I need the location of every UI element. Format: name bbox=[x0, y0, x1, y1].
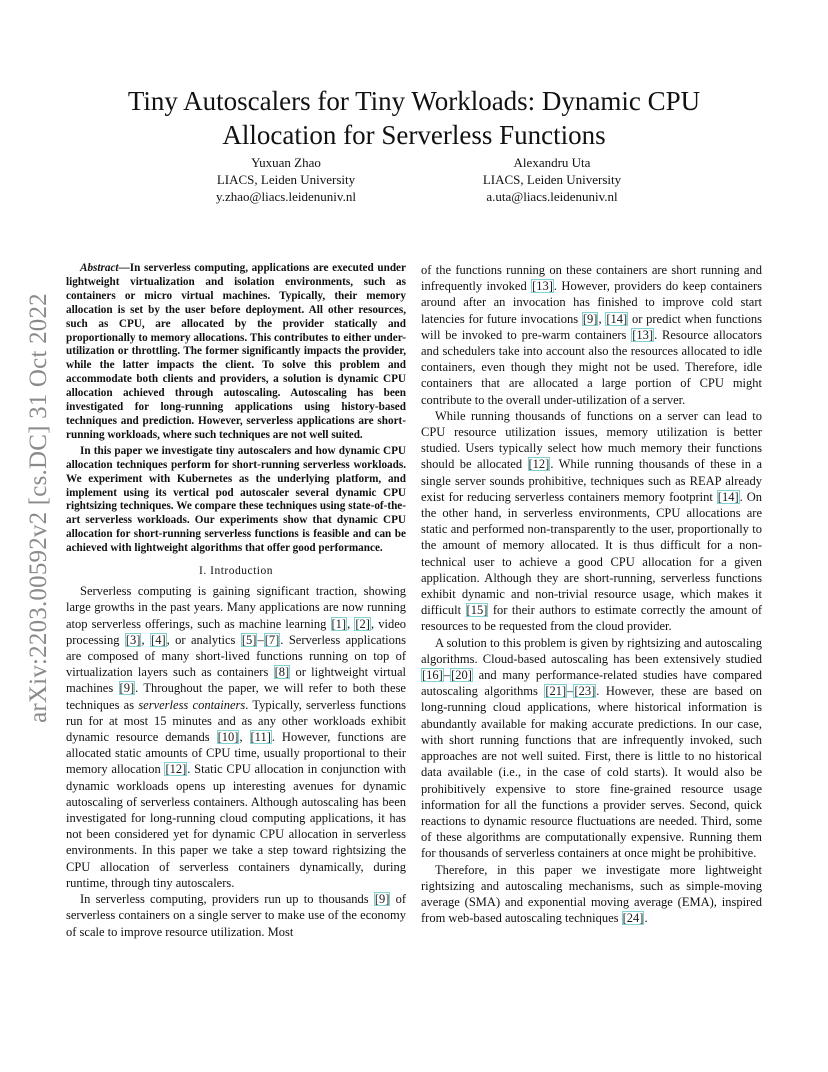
text-span: , or analytics bbox=[166, 632, 241, 647]
text-span: of serverless containers on a single server to make use of the economy of scale to improve resource utilization. Most bbox=[66, 892, 406, 939]
intro-paragraph-5 bbox=[421, 862, 762, 927]
citation-link[interactable]: [3] bbox=[125, 632, 141, 647]
citation-link[interactable]: [1] bbox=[331, 616, 347, 631]
abstract-label: Abstract bbox=[80, 262, 119, 274]
text-span: , video processing bbox=[66, 616, 407, 647]
text-span: . Resource allocators and schedulers take into account also the resources allocated to idle containers, even though they might not be used. Therefore, idle containers that are allocated a large portion of CPU might contribute to the overall under-utilization of a server. bbox=[421, 327, 762, 407]
text-span: , bbox=[141, 632, 151, 647]
citation-link[interactable]: [11] bbox=[250, 730, 271, 745]
citation-link[interactable]: [24] bbox=[622, 911, 644, 926]
text-span: – bbox=[567, 684, 574, 699]
text-span: . On the other hand, in serverless environments, CPU allocations are static and performed non-transparently to the user, proportionally to the amount of memory allocated. It is thus difficult for a non-technical user to achieve a good CPU allocation for a given application. Although they are short-running, serverless functions exhibit dynamic and non-trivial resource usage, which makes it difficult bbox=[421, 489, 763, 618]
text-span: . While running thousands of these in a single server sounds prohibitive, techniques such as REAP already exist for reducing serverless containers memory footprint bbox=[421, 457, 762, 504]
citation-link[interactable]: [5] bbox=[241, 632, 257, 647]
abstract-paragraph-1 bbox=[66, 262, 406, 443]
intro-paragraph-1 bbox=[66, 583, 406, 891]
emphasis-term: serverless containers bbox=[138, 697, 246, 712]
author-affiliation: LIACS, Leiden University bbox=[482, 172, 622, 187]
citation-link[interactable]: [8] bbox=[274, 665, 290, 680]
text-span: . bbox=[644, 911, 648, 926]
text-span: While running thousands of functions on a server can lead to CPU resource utilization issues, memory utilization is better studied. Users typically select how much memory their functions should be allocated bbox=[421, 408, 762, 472]
right-column bbox=[421, 262, 762, 926]
arxiv-identifier: arXiv:2203.00592v2 [cs.DC] 31 Oct 2022 bbox=[25, 293, 52, 723]
text-span: . Serverless applications are composed of many short-lived functions running on top of virtualization layers such as containers bbox=[66, 632, 407, 680]
text-span: . Static CPU allocation in conjunction with dynamic workloads opens up interesting avenues for dynamic autoscaling of serverless containers. Although autoscaling has been investigated for long-running cloud computing applications, it has not been considered yet for dynamic CPU allocation in serverless environments. In this paper we take a step toward rightsizing the CPU allocation of serverless containers dynamically, during runtime, through tiny autoscalers. bbox=[66, 762, 406, 890]
citation-link[interactable]: [2] bbox=[355, 616, 370, 631]
text-span: . Typically, serverless functions run for at most 15 minutes and as any other workloads exhibit dynamic resource demands bbox=[66, 697, 406, 745]
citation-link[interactable]: [4] bbox=[151, 632, 166, 647]
text-span: . However, providers do keep containers around after an invocation has finished to improve cold start latencies for future invocations bbox=[421, 279, 762, 326]
text-span: . Throughout the paper, we will refer to both these techniques as bbox=[66, 681, 406, 712]
citation-link[interactable]: [7] bbox=[264, 632, 280, 647]
citation-link[interactable]: [14] bbox=[606, 311, 628, 326]
citation-link[interactable]: [10] bbox=[217, 730, 239, 745]
text-span: Therefore, in this paper we investigate more lightweight rightsizing and autoscaling mechanisms, such as simple-moving average (SMA) and exponential moving average (EMA), inspired from web-based autoscaling techniques bbox=[421, 862, 762, 926]
citation-link[interactable]: [12] bbox=[165, 762, 187, 777]
intro-paragraph-2-continued bbox=[421, 262, 762, 408]
text-span: – bbox=[257, 632, 264, 647]
intro-paragraph-4 bbox=[421, 635, 762, 862]
author-block-1 bbox=[156, 154, 416, 205]
citation-link[interactable]: [9] bbox=[374, 892, 390, 907]
citation-link[interactable]: [13] bbox=[632, 327, 654, 342]
text-span: . However, these are based on long-running cloud applications, where historical information is abundantly available for making accurate predictions. In our case, with short running functions that are infrequently invoked, such approaches are not well suited. First, there is little to no historical data available (i.e., in the case of cold starts). It would also be prohibitively expensive to store fine-grained resource usage information for all the functions a provider serves. Second, quick reactions to dynamic resource fluctuations are needed. Third, some of these algorithms are computationally expensive. Running them for thousands of serverless containers at once might be prohibitive. bbox=[421, 684, 762, 861]
citation-link[interactable]: [23] bbox=[574, 684, 596, 699]
citation-link[interactable]: [20] bbox=[451, 668, 472, 683]
citation-link[interactable]: [12] bbox=[528, 457, 550, 472]
text-span: In serverless computing, providers run up to thousands bbox=[80, 892, 374, 907]
text-span: , bbox=[239, 730, 250, 745]
section-heading-introduction: I. Introduction bbox=[199, 565, 273, 578]
text-span: , bbox=[598, 311, 606, 326]
text-span: , bbox=[347, 616, 355, 631]
text-span: and many performance-related studies have compared autoscaling algorithms bbox=[421, 668, 762, 699]
citation-link[interactable]: [14] bbox=[717, 489, 739, 504]
left-column bbox=[66, 262, 406, 940]
author-block-2 bbox=[422, 154, 682, 205]
citation-link[interactable]: [16] bbox=[422, 668, 443, 683]
author-name: Alexandru Uta bbox=[513, 155, 591, 170]
author-email[interactable]: y.zhao@liacs.leidenuniv.nl bbox=[216, 189, 356, 204]
text-span: of the functions running on these containers are short running and infrequently invoked bbox=[421, 263, 762, 294]
intro-paragraph-3 bbox=[421, 408, 762, 635]
text-span: for their authors to estimate correctly the amount of resources to be requested from the cloud provider. bbox=[421, 603, 762, 634]
intro-paragraph-2 bbox=[66, 891, 406, 940]
text-span: Serverless computing is gaining significant traction, showing large growths in the past years. Many applications are now running atop serverless offerings, such as machine learning bbox=[66, 584, 406, 631]
citation-link[interactable]: [21] bbox=[545, 684, 567, 699]
text-span: . However, functions are allocated static amounts of CPU time, usually proportional to their memory allocation bbox=[66, 730, 407, 777]
author-affiliation: LIACS, Leiden University bbox=[216, 172, 356, 187]
author-email[interactable]: a.uta@liacs.leidenuniv.nl bbox=[486, 189, 618, 204]
citation-link[interactable]: [13] bbox=[532, 279, 553, 294]
author-name: Yuxuan Zhao bbox=[251, 155, 321, 170]
citation-link[interactable]: [15] bbox=[466, 603, 488, 618]
paper-title: Tiny Autoscalers for Tiny Workloads: Dynamic CPU Allocation for Serverless Functions bbox=[127, 86, 701, 151]
text-span: or predict when functions will be invoked to pre-warm containers bbox=[421, 311, 762, 342]
citation-link[interactable]: [9] bbox=[119, 681, 135, 696]
text-span: or lightweight virtual machines bbox=[66, 665, 406, 696]
abstract-text: —In serverless computing, applications are executed under lightweight virtualization and isolation environments, such as containers or micro virtual machines. Typically, their memory allocation is set by the user before deployment. All other resources, such as CPU, are allocated by the provider statically and proportionally to memory allocations. This contributes to either under-utilization or throttling. The former significantly impacts the provider, while the latter impacts the client. To solve this problem and accommodate both clients and providers, a solution is dynamic CPU allocation achieved through autoscaling. Autoscaling has been investigated for long-running applications using history-based techniques and prediction. However, serverless applications are short-running workloads, where such techniques are not well suited. bbox=[66, 262, 406, 441]
abstract-paragraph-2: In this paper we investigate tiny autoscalers and how dynamic CPU allocation techniques perform for short-running serverless workloads. We experiment with Kubernetes as the underlying platform, and implement using its vertical pod autoscaler several dynamic CPU rightsizing techniques. We compare these techniques using state-of-the-art serverless workloads. Our experiments show that dynamic CPU allocation for short-running serverless functions is feasible and can be achieved with lightweight algorithms that offer good performance. bbox=[66, 444, 406, 555]
text-span: – bbox=[443, 668, 451, 683]
text-span: A solution to this problem is given by rightsizing and autoscaling algorithms. Cloud-based autoscaling has been extensively studied bbox=[421, 635, 762, 666]
citation-link[interactable]: [9] bbox=[582, 311, 598, 326]
arxiv-stamp bbox=[18, 288, 60, 728]
